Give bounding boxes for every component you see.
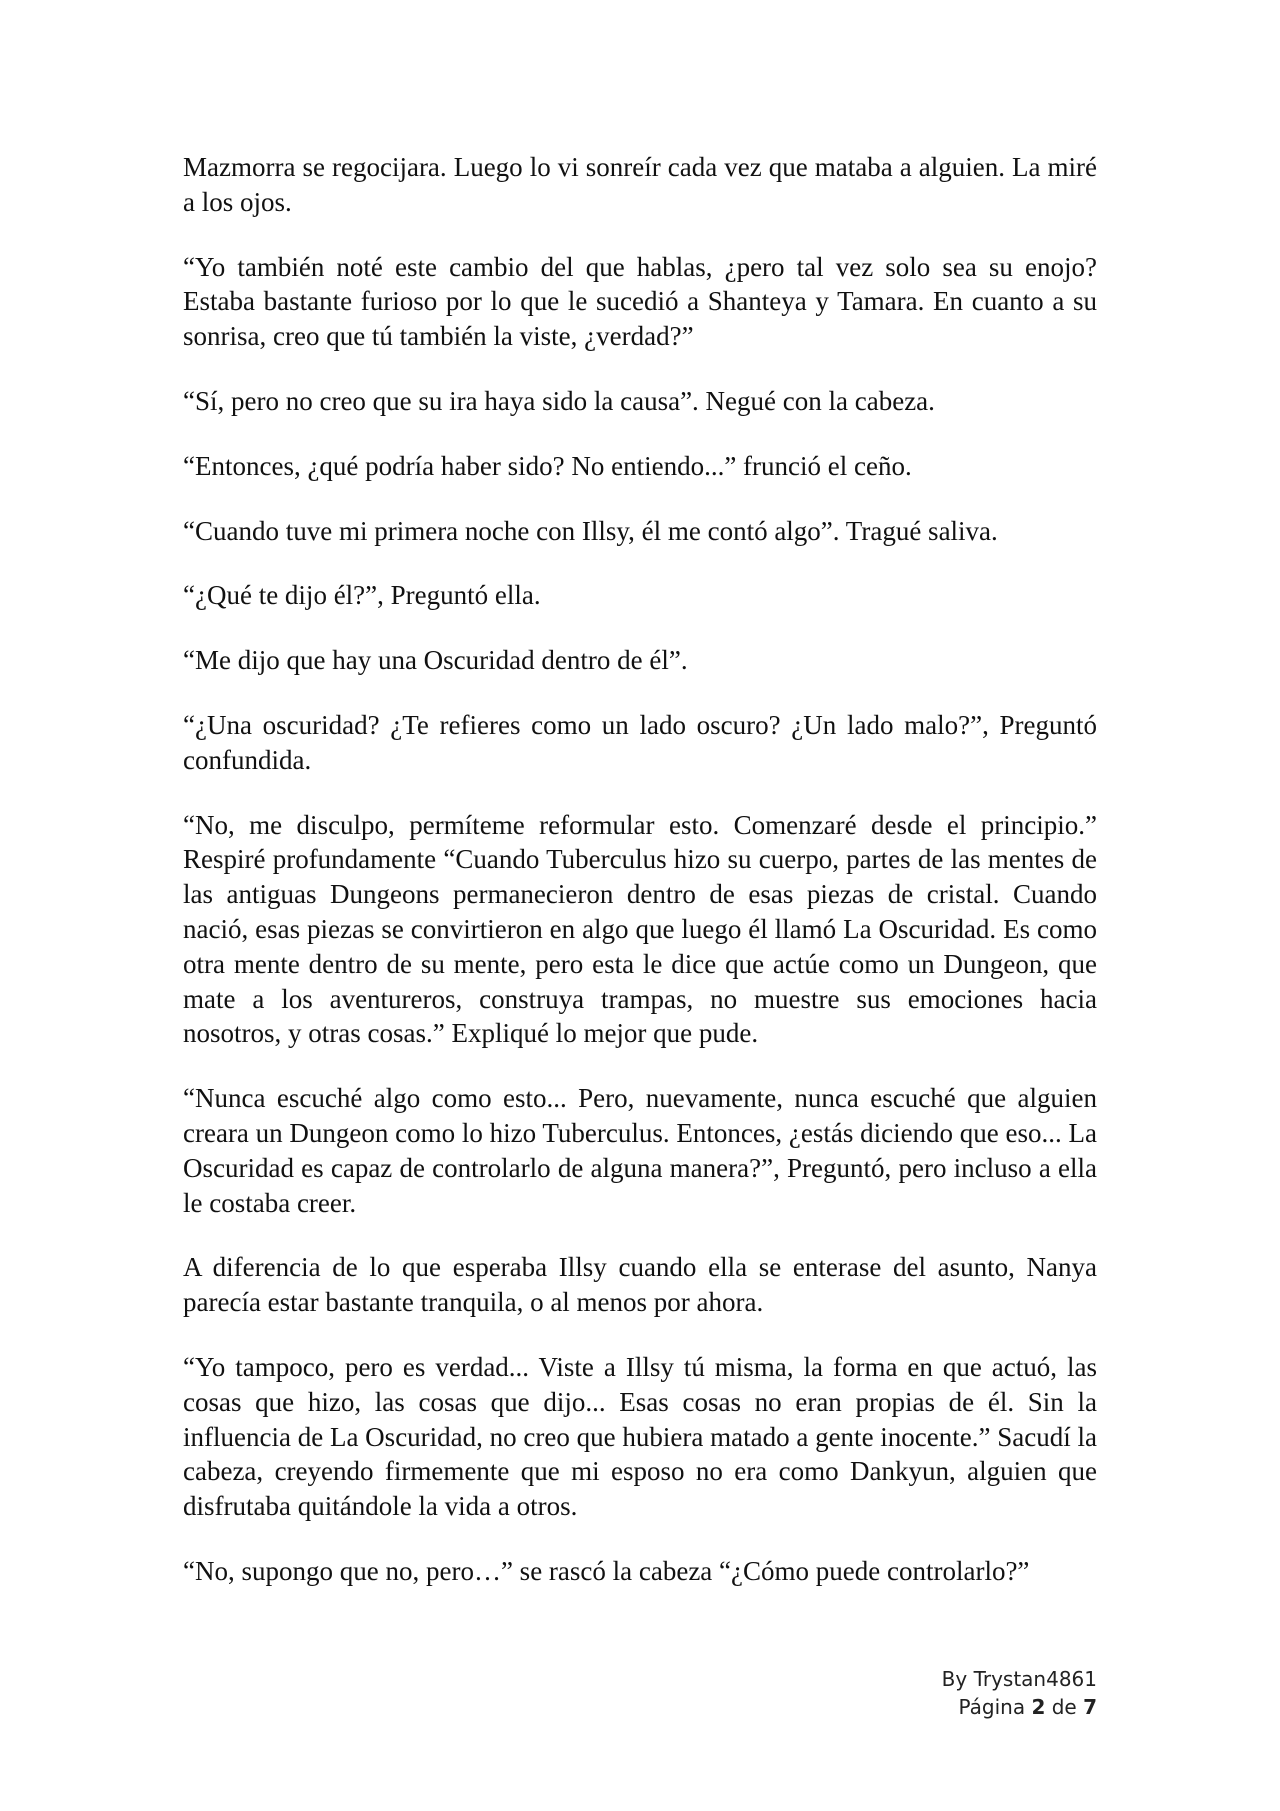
paragraph: “No, supongo que no, pero…” se rascó la cabeza “¿Cómo puede controlarlo?” <box>183 1555 1030 1586</box>
page-separator: de <box>1051 1695 1077 1719</box>
paragraph: “Cuando tuve mi primera noche con Illsy, él me contó algo”. Tragué saliva. <box>183 515 998 546</box>
document-body <box>183 150 1097 1619</box>
page-number <box>942 1693 1097 1721</box>
paragraph: “Sí, pero no creo que su ira haya sido la causa”. Negué con la cabeza. <box>183 385 935 416</box>
paragraph: “¿Una oscuridad? ¿Te refieres como un lado oscuro? ¿Un lado malo?”, Preguntó confundida. <box>183 709 1097 775</box>
author-credit: By Trystan4861 <box>941 1667 1097 1691</box>
paragraph: “No, me disculpo, permíteme reformular esto. Comenzaré desde el principio.” Respiré profundamente “Cuando Tuberculus hizo su cuerpo, partes de las mentes de las antiguas Dungeons permanecieron dentro de esas piezas de cristal. Cuando nació, esas piezas se convirtieron en algo que luego él llamó La Oscuridad. Es como otra mente dentro de su mente, pero esta le dice que actúe como un Dungeon, que mate a los aventureros, construya trampas, no muestre sus emociones hacia nosotros, y otras cosas.” Expliqué lo mejor que pude. <box>183 809 1097 1049</box>
paragraph: A diferencia de lo que esperaba Illsy cuando ella se enterase del asunto, Nanya parecía estar bastante tranquila, o al menos por ahora. <box>183 1252 1097 1318</box>
paragraph: “Me dijo que hay una Oscuridad dentro de él”. <box>183 645 688 676</box>
total-pages: 7 <box>1083 1695 1097 1719</box>
page-footer <box>942 1665 1097 1721</box>
paragraph: “Nunca escuché algo como esto... Pero, nuevamente, nunca escuché que alguien creara un Dungeon como lo hizo Tuberculus. Entonces, ¿estás diciendo que eso... La Oscuridad es capaz de controlarlo de alguna manera?”, Preguntó, pero incluso a ella le costaba creer. <box>183 1083 1098 1218</box>
current-page: 2 <box>1031 1695 1046 1719</box>
page-prefix: Página <box>958 1695 1026 1719</box>
paragraph: Mazmorra se regocijara. Luego lo vi sonreír cada vez que mataba a alguien. La miré a los ojos. <box>183 152 1097 217</box>
paragraph: “¿Qué te dijo él?”, Preguntó ella. <box>183 580 541 611</box>
paragraph: “Yo tampoco, pero es verdad... Viste a Illsy tú misma, la forma en que actuó, las cosas que hizo, las cosas que dijo... Esas cosas no eran propias de él. Sin la influencia de La Oscuridad, no creo que hubiera matado a gente inocente.” Sacudí la cabeza, creyendo firmemente que mi esposo no era como Dankyun, alguien que disfrutaba quitándole la vida a otros. <box>183 1351 1097 1522</box>
paragraph: “Entonces, ¿qué podría haber sido? No entiendo...” frunció el ceño. <box>183 450 912 481</box>
paragraph: “Yo también noté este cambio del que hablas, ¿pero tal vez solo sea su enojo? Estaba bastante furioso por lo que le sucedió a Shanteya y Tamara. En cuanto a su sonrisa, creo que tú también la viste, ¿verdad?” <box>183 251 1097 352</box>
